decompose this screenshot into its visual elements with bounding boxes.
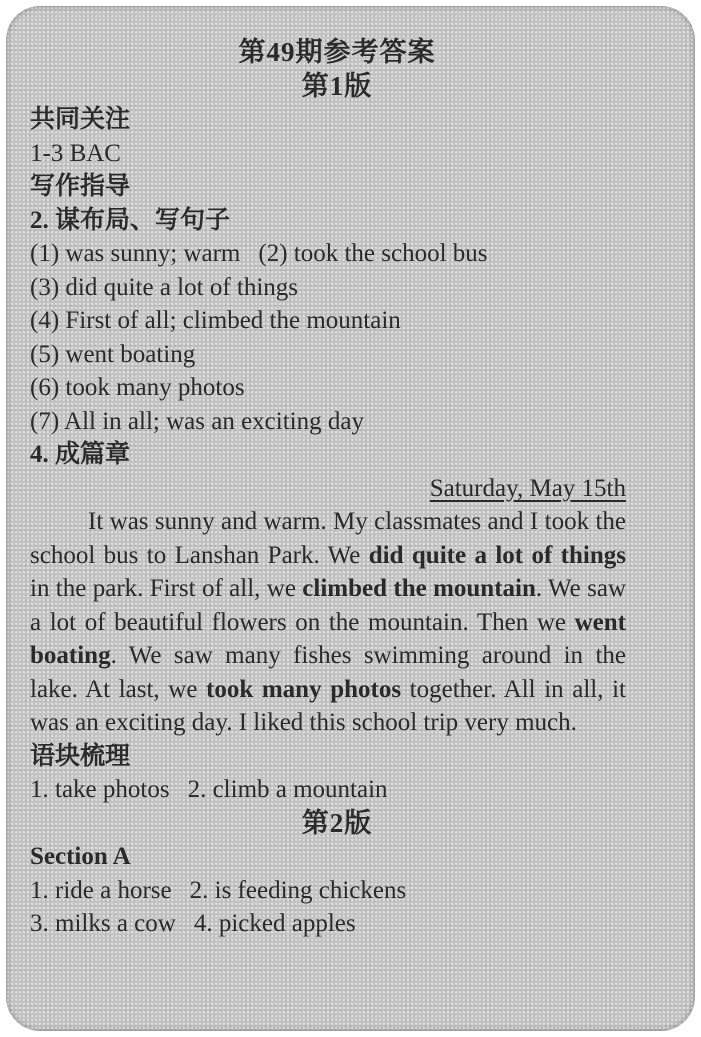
edition-1-label: 第1版: [301, 70, 373, 101]
answer-line: [30, 773, 626, 807]
answer-item: 2. climb a mountain: [187, 776, 388, 803]
essay-text: in the park. First of all, we: [30, 575, 303, 602]
section-heading-xiezuo: 写作指导: [30, 173, 131, 200]
section-a-heading: Section A: [30, 843, 131, 870]
essay-paragraph: [30, 505, 626, 740]
answer-line: [30, 907, 626, 941]
answer-item: (7) All in all; was an exciting day: [30, 407, 364, 435]
essay-key-phrase: climbed the mountain: [302, 575, 536, 602]
answer-item: (5) went boating: [30, 340, 196, 368]
answer-item: (6) took many photos: [30, 374, 245, 401]
page-title: 第49期参考答案: [238, 37, 436, 67]
essay-text: . We saw a lot of beautiful flowers on the mountain. Then we: [30, 575, 626, 636]
answer-item: 2. is feeding chickens: [189, 876, 407, 904]
answer-item: (1) was sunny; warm: [30, 240, 241, 267]
essay-text: together. All in all, it was an exciting day. I liked this school trip very much.: [30, 675, 626, 736]
answer-line: [30, 237, 626, 271]
answer-item: (3) did quite a lot of things: [30, 273, 299, 301]
section-heading-gongtong: 共同关注: [30, 106, 131, 133]
answer-item: 3. milks a cow: [30, 910, 176, 937]
essay-text: . We saw many fishes swimming around in the lake. At last, we: [30, 642, 626, 703]
essay-key-phrase: went boating: [30, 608, 626, 669]
answer-1-3: 1-3 BAC: [30, 139, 121, 167]
answer-item: 4. picked apples: [193, 910, 356, 937]
answer-item: (2) took the school bus: [258, 240, 488, 267]
answer-item: 1. ride a horse: [30, 876, 172, 904]
answer-item: (4) First of all; climbed the mountain: [30, 307, 401, 334]
essay-date-line: [30, 472, 626, 506]
essay-text: It was sunny and warm. My classmates and I took the school bus to Lanshan Park. We: [30, 508, 626, 569]
sub-heading-chengpianzhang: 4. 成篇章: [30, 441, 131, 468]
essay-key-phrase: did quite a lot of things: [368, 541, 626, 569]
answer-sheet-page: [6, 6, 695, 1031]
sub-heading-moubuju: 2. 谋布局、写句子: [30, 206, 231, 234]
essay-key-phrase: took many photos: [206, 675, 402, 703]
edition-2-label: 第2版: [301, 807, 373, 838]
essay-date: Saturday, May 15th: [429, 474, 626, 502]
answer-content: [30, 36, 626, 941]
section-heading-yukuai: 语块梳理: [30, 742, 131, 770]
answer-item: 1. take photos: [30, 776, 170, 803]
answer-line: [30, 874, 626, 908]
